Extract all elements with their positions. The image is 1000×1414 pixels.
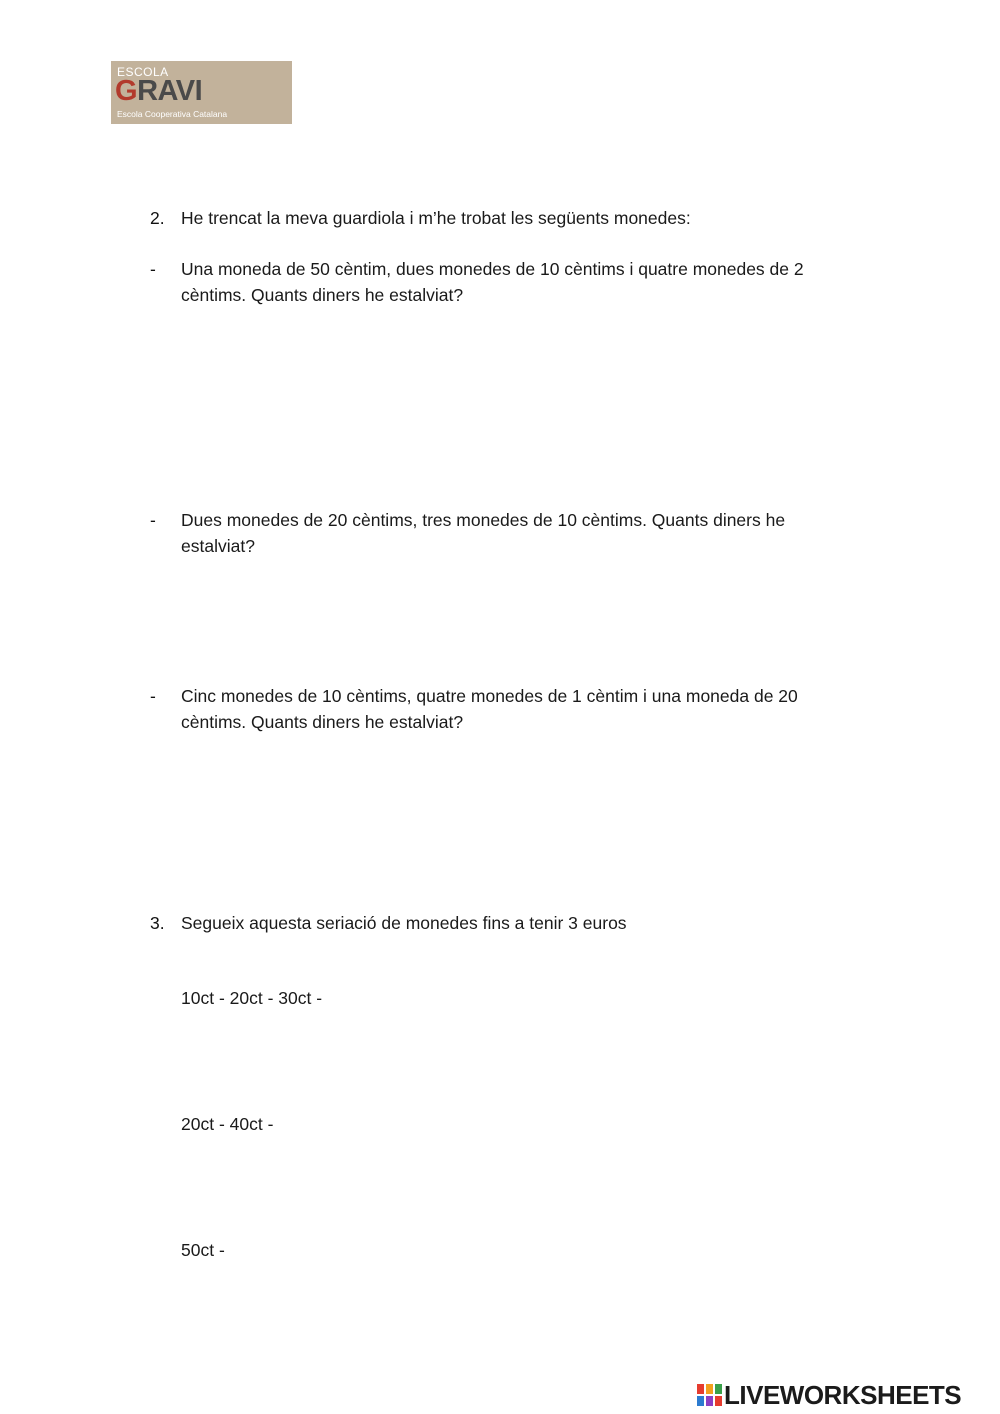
exercise-3-number: 3. [150, 913, 165, 933]
exercise-2-item-2: Dues monedes de 20 cèntims, tres monedes de 10 cèntims. Quants diners he estalviat? [181, 510, 786, 556]
liveworksheets-icon [697, 1384, 723, 1406]
exercise-3-title: Segueix aquesta seriació de monedes fins a tenir 3 euros [181, 913, 627, 933]
item-marker: - [150, 259, 156, 279]
exercise-2-title: He trencat la meva guardiola i m’he trobat les següents monedes: [181, 208, 691, 228]
school-logo [111, 61, 292, 124]
series-line-3: 50ct - [181, 1240, 225, 1260]
series-line-2: 20ct - 40ct - [181, 1114, 274, 1134]
item-marker: - [150, 510, 156, 530]
exercise-2-item-1: Una moneda de 50 cèntim, dues monedes de 10 cèntims i quatre monedes de 2 cèntims. Quants diners he estalviat? [181, 259, 804, 305]
liveworksheets-brand [697, 1380, 997, 1410]
series-line-1: 10ct - 20ct - 30ct - [181, 988, 323, 1008]
logo-subtitle: Escola Cooperativa Catalana [117, 109, 228, 119]
logo-escola: ESCOLA [117, 65, 169, 79]
liveworksheets-wordmark: LIVEWORKSHEETS [724, 1380, 962, 1410]
exercise-2-number: 2. [150, 208, 165, 228]
logo-gravi: GRAVI [115, 75, 203, 107]
item-marker: - [150, 686, 156, 706]
exercise-2-item-3: Cinc monedes de 10 cèntims, quatre monedes de 1 cèntim i una moneda de 20 cèntims. Quants diners he estalviat? [181, 686, 798, 732]
